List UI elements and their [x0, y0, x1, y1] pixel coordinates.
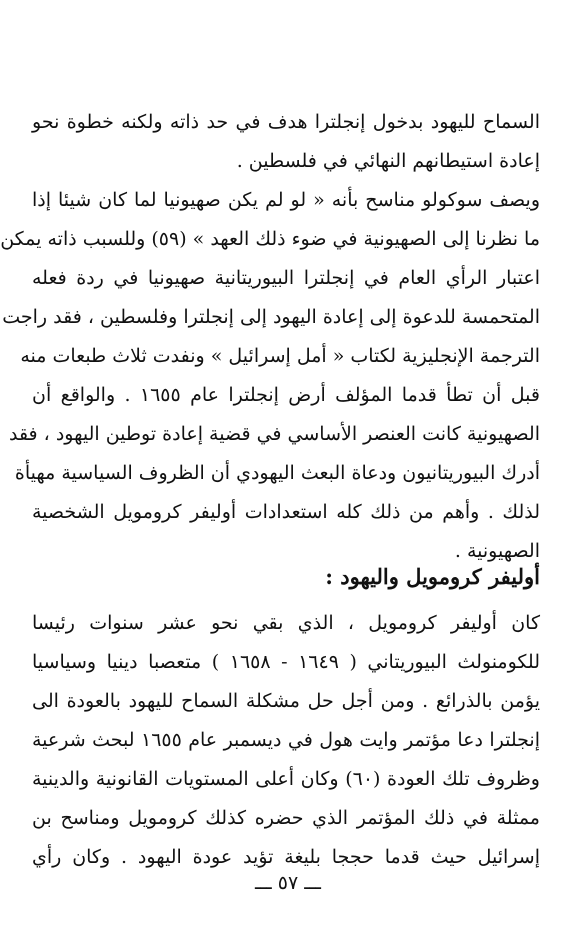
paragraph-1	[32, 103, 540, 181]
paragraph-line: قبل أن تطأ قدما المؤلف أرض إنجلترا عام ١٦٥٥ . والواقع أن	[32, 384, 540, 406]
paragraph-line: اعتبار الرأي العام في إنجلترا البيوريتانية صهيونيا في ردة فعله	[32, 267, 540, 289]
paragraph-line: ويصف سوكولو مناسح بأنه « لو لم يكن صهيونيا لما كان شيئا إذا	[32, 189, 540, 211]
paragraph-line: الصهيونية .	[454, 540, 540, 562]
paragraph-line: كان أوليفر كرومويل ، الذي بقي نحو عشر سنوات رئيسا	[32, 612, 540, 634]
paragraph-2	[0, 181, 540, 571]
paragraph-line: إنجلترا دعا مؤتمر وايت هول في ديسمبر عام ١٦٥٥ لبحث شرعية	[32, 729, 540, 751]
paragraph-3	[32, 604, 540, 877]
paragraph-line: السماح لليهود بدخول إنجلترا هدف في حد ذاته ولكنه خطوة نحو	[32, 111, 540, 133]
paragraph-line: أدرك البيوريتانيون ودعاة البعث اليهودي أن الظروف السياسية مهيأة	[14, 462, 540, 484]
paragraph-line: وظروف تلك العودة (٦٠) وكان أعلى المستويات القانونية والدينية	[32, 768, 540, 790]
paragraph-line: ما نظرنا إلى الصهيونية في ضوء ذلك العهد » (٥٩) وللسبب ذاته يمكن	[0, 228, 540, 250]
paragraph-line: الترجمة الإنجليزية لكتاب « أمل إسرائيل » ونفدت ثلاث طبعات منه	[20, 345, 540, 367]
paragraph-line: إعادة استيطانهم النهائي في فلسطين .	[236, 150, 540, 172]
paragraph-line: إسرائيل حيث قدما حججا بليغة تؤيد عودة اليهود . وكان رأي	[32, 846, 540, 868]
paragraph-line: يؤمن بالذرائع . ومن أجل حل مشكلة السماح لليهود بالعودة الى	[32, 690, 540, 712]
paragraph-line: المتحمسة للدعوة إلى إعادة اليهود إلى إنجلترا وفلسطين ، فقد راجت	[2, 306, 540, 328]
section-heading: أوليفر كرومويل واليهود :	[325, 564, 540, 589]
page-number: ـــ ٥٧ ـــ	[255, 872, 321, 894]
paragraph-line: لذلك . وأهم من ذلك كله استعدادات أوليفر كرومويل الشخصية	[32, 501, 540, 523]
paragraph-line: الصهيونية كانت العنصر الأساسي في قضية إعادة توطين اليهود ، فقد	[8, 423, 540, 445]
paragraph-line: ممثلة في ذلك المؤتمر الذي حضره كذلك كرومويل ومناسح بن	[32, 807, 540, 829]
paragraph-line: للكومنولث البيوريتاني ( ١٦٤٩ - ١٦٥٨ ) متعصبا دينيا وسياسيا	[32, 651, 540, 673]
